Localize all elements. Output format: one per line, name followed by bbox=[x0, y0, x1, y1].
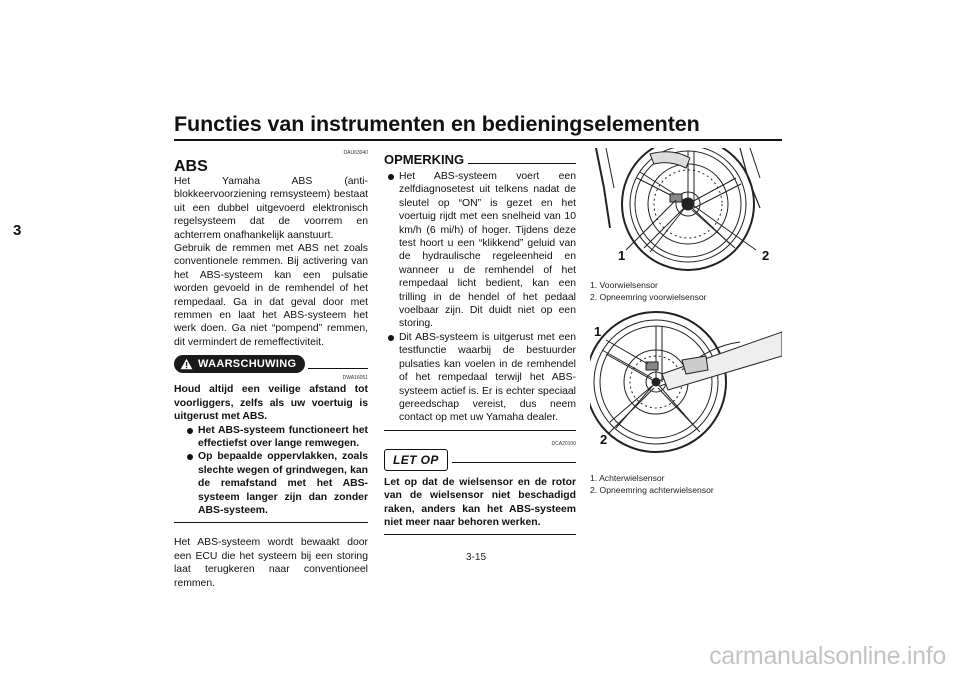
front-caption-2: 2. Opneemring voorwielsensor bbox=[590, 292, 707, 302]
rear-wheel-illustration bbox=[590, 310, 782, 468]
note-bullet: Het ABS-systeem voert een zelfdiagnosetest uit telkens nadat de sleutel op “ON” is gezet en het voertuig rijdt met een snelheid van 10 km/h (6 mi/h) of hoger. Tijdens deze test hoort u een “klikkend” geluid van de hydraulische regeleenheid en wanneer u de remhendel of het rempedaal licht bedient, kan een trilling in de hendel of het pedaal voelbaar zijn. Dit duidt niet op een storing. bbox=[384, 170, 576, 331]
rear-callout-2: 2 bbox=[600, 432, 608, 447]
title-rule bbox=[174, 139, 782, 141]
rear-caption-2: 2. Opneemring achterwielsensor bbox=[590, 485, 714, 495]
warning-label: WAARSCHUWING bbox=[198, 358, 297, 371]
warning-bullet: Op bepaalde oppervlakken, zoals slechte wegen of grindwegen, kan de remafstand met het ABS-systeem langer zijn dan zonder ABS-systeem. bbox=[183, 450, 368, 517]
rear-callout-1: 1 bbox=[594, 324, 602, 339]
caution-code: DCA20100 bbox=[551, 440, 576, 447]
front-callout-2: 2 bbox=[762, 248, 770, 263]
caution-header bbox=[384, 449, 576, 471]
column-notes bbox=[384, 148, 576, 548]
column-abs bbox=[174, 148, 368, 590]
abs-ecu-paragraph: Het ABS-systeem wordt bewaakt door een ECU die het systeem bij een storing laat terugkeren naar conventioneel remmen. bbox=[174, 537, 368, 589]
front-caption-1: 1. Voorwielsensor bbox=[590, 280, 658, 290]
warning-end-rule bbox=[174, 522, 368, 523]
note-bullet-list bbox=[384, 170, 576, 425]
warning-badge bbox=[174, 355, 305, 373]
caution-rule bbox=[452, 462, 576, 463]
page-number: 3-15 bbox=[466, 552, 487, 563]
section-code: DAU63040 bbox=[343, 150, 368, 156]
section-heading: ABS bbox=[174, 158, 208, 175]
caution-text: Let op dat de wielsensor en de rotor van de wielsensor niet beschadigd raken, anders kan het ABS-systeem niet meer naar behoren werken. bbox=[384, 476, 576, 528]
rear-wheel-sensor-figure bbox=[590, 310, 782, 468]
note-title: OPMERKING bbox=[384, 152, 465, 167]
front-callout-1: 1 bbox=[618, 248, 626, 263]
warning-code: DWA16051 bbox=[342, 375, 368, 382]
abs-intro-paragraph: Het Yamaha ABS (anti-blokkeervoorziening remsysteem) bestaat uit een dubbel uitgevoerd elektronisch regelsysteem dat de voorrem en achterrem onafhankelijk aanstuurt. bbox=[174, 176, 368, 241]
note-end-rule bbox=[384, 430, 576, 431]
abs-usage-paragraph: Gebruik de remmen met ABS net zoals conventionele remmen. Bij activering van het ABS-systeem kan een pulsatie worden gevoeld in de remhendel of het rempedaal. Ga in dat geval door met remmen en laat het ABS-systeem het werk doen. Ga niet “pompend” remmen, dit vermindert de remeffectiviteit. bbox=[174, 243, 368, 348]
note-bullet: Dit ABS-systeem is uitgerust met een testfunctie waarbij de bestuurder pulsaties kan voelen in de remhendel of het rempedaal terwijl het ABS-systeem actief is. Er is echter speciaal gereedschap vereist, dus neem contact op met uw Yamaha dealer. bbox=[384, 331, 576, 425]
chapter-number: 3 bbox=[13, 222, 22, 239]
watermark: carmanualsonline.info bbox=[709, 642, 946, 670]
rear-caption-1: 1. Achterwielsensor bbox=[590, 473, 665, 483]
note-header bbox=[384, 152, 576, 167]
warning-text: Houd altijd een veilige afstand tot voorliggers, zelfs als uw voertuig is uitgerust met ABS. bbox=[174, 384, 368, 423]
warning-rule bbox=[308, 368, 368, 369]
warning-header bbox=[174, 355, 368, 373]
front-wheel-sensor-figure bbox=[590, 148, 782, 272]
warning-bullet-list bbox=[174, 424, 368, 518]
note-rule bbox=[468, 163, 576, 164]
warning-bullet: Het ABS-systeem functioneert het effectiefst over lange remwegen. bbox=[183, 424, 368, 451]
page-title: Functies van instrumenten en bedieningselementen bbox=[174, 112, 700, 136]
warning-triangle-icon bbox=[180, 358, 193, 370]
caution-badge: LET OP bbox=[384, 449, 448, 471]
column-figures bbox=[590, 148, 782, 496]
caution-end-rule bbox=[384, 534, 576, 535]
